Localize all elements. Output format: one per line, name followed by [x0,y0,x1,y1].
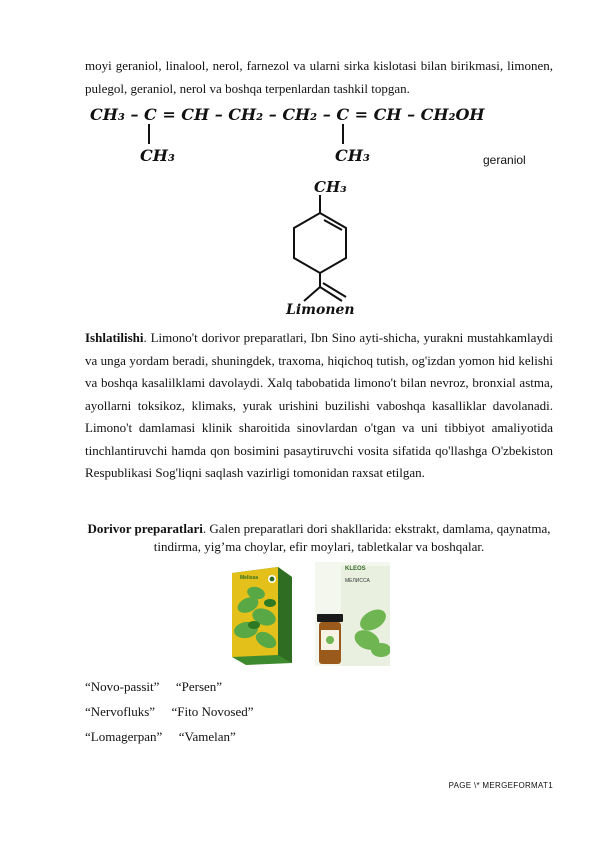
section-heading: Dorivor preparatlari [87,521,203,536]
product-name: “Vamelan” [178,729,236,744]
formula-group: – CH₂ [214,105,264,124]
bond-line [342,124,344,144]
product-name: “Persen” [175,679,223,694]
section-heading: Ishlatilishi [85,330,144,345]
methyl-substituent: CH₃ [140,146,175,165]
preparations-text: . Galen preparatlari dori shakllarida: ekstrakt, damlama, qaynatma, tindirma, yig’ma choylar, efir moylari, tabletkalar va boshqalar. [153,521,551,554]
product-name: “Nervofluks” [85,704,156,719]
product-list-row [85,704,254,720]
box-brand-text: Melissa [240,575,259,581]
limonene-label: Limonen [286,302,355,318]
formula-group: – CH₂ [268,105,318,124]
formula-group: – C [322,105,350,124]
intro-paragraph: moyi geraniol, linalool, nerol, farnezol va ularni sirka kislotasi bilan birikmasi, limonen, pulegol, geraniol, nerol va boshqa terpenlardan tashkil topgan. [85,58,553,96]
product-list-row [85,729,236,745]
formula-group: = CH [354,105,402,124]
bond-line [148,124,150,144]
product-list-row [85,679,222,695]
bottle-label-text: МЕЛИССА [345,578,370,584]
formula-group: – C [130,105,157,124]
preparations-paragraph [85,520,553,556]
melissa-bottle-image [315,562,390,666]
product-name: “Novo-passit” [85,679,160,694]
formula-group: CH₃ [90,105,125,124]
product-name: “Fito Novosed” [171,704,254,719]
methyl-substituent: CH₃ [335,146,370,165]
limonene-methyl-label: CH₃ [314,178,347,196]
usage-paragraph [85,327,553,485]
product-name: “Lomagerpan” [85,729,163,744]
melissa-box-image [226,565,296,665]
formula-group: – CH₂OH [407,105,485,124]
page-footer: PAGE \* MERGEFORMAT1 [448,781,553,790]
geraniol-label: geraniol [483,153,526,167]
formula-group: = CH [162,105,210,124]
limonene-structure [280,195,360,305]
bottle-brand-text: KLEOS [345,566,366,572]
geraniol-formula [90,105,485,124]
usage-text: . Limono't dorivor preparatlari, Ibn Sino ayti-shicha, yurakni mustahkamlaydi va unga yordam beradi, shuningdek, traxoma, hiqichoq tutish, og'izdan yomon hid kelishi va boshqa kasalilklami davolaydi. Xalq tabobatida limono't bilan nevroz, bronxial astma, ayollarni toksikoz, klimaks, yurak urishini buzilishi vaboshqa kasalliklar davolanadi. Limono't damlamasi klinik sharoitida sinovlardan o'tgan va uni tibbiyot amaliyotida tinchlantiruvchi hamda qon bosimini pasaytiruvchi vosita sifatida qo'llashga O'zbekiston Respublikasi Sog'liqni saqlash vazirligi tomonidan raxsat etilgan. [85,330,553,480]
